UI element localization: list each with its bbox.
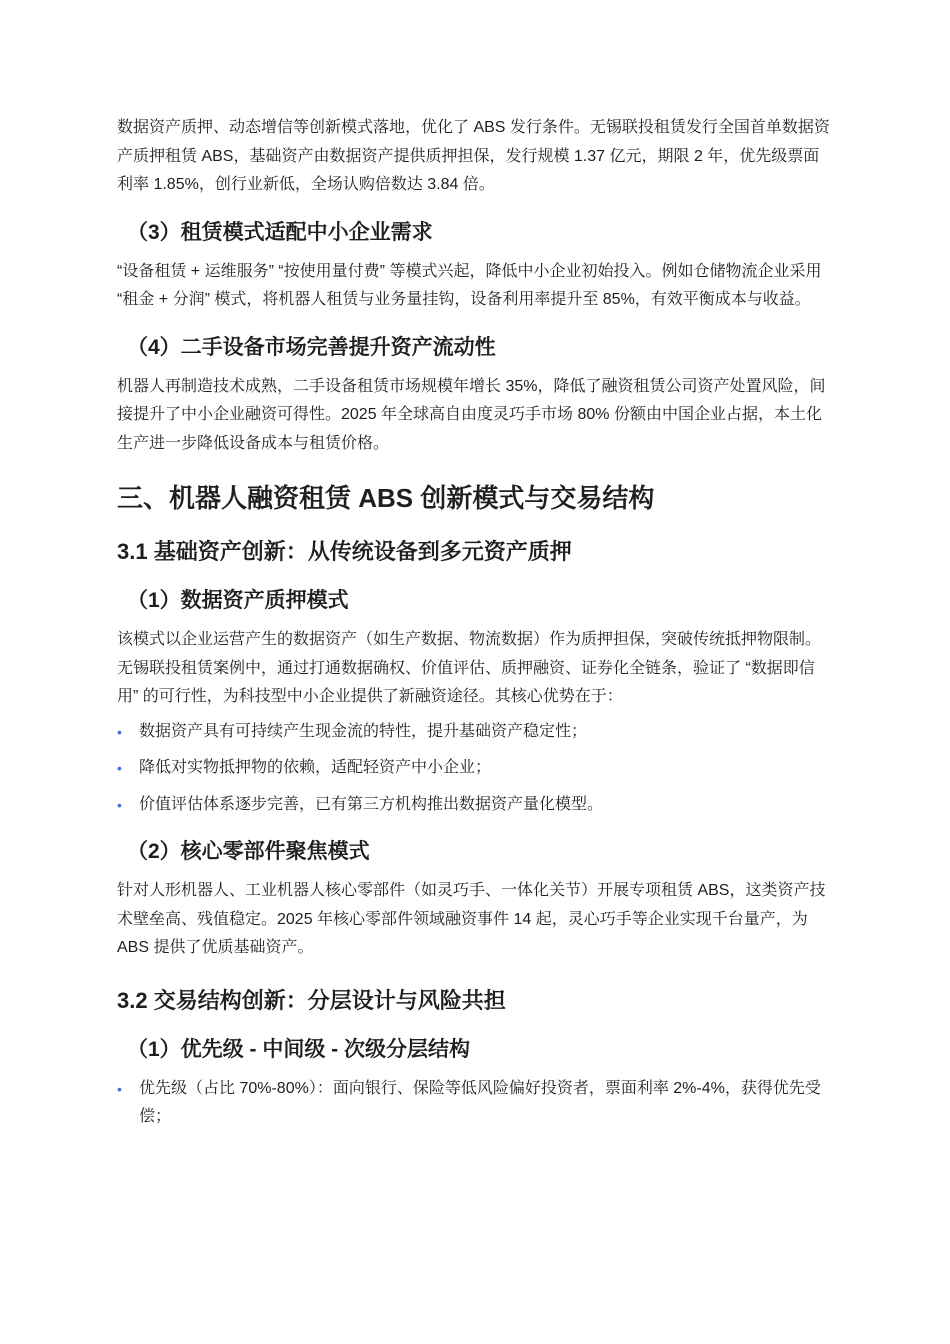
list-item — [117, 718, 833, 747]
section-4-paragraph: 机器人再制造技术成熟，二手设备租赁市场规模年增长 35%，降低了融资租赁公司资产处置风险，间接提升了中小企业融资可得性。2025 年全球高自由度灵巧手市场 80% 份额由中国企业占据，本土化生产进一步降低设备成本与租赁价格。 — [117, 377, 826, 452]
subsection-3-heading: （1）优先级 - 中间级 - 次级分层结构 — [127, 1037, 471, 1061]
subsection-1-heading: （1）数据资产质押模式 — [127, 589, 349, 612]
subsection-2-heading: （2）核心零部件聚焦模式 — [127, 840, 370, 863]
bullet-icon: • — [117, 723, 122, 740]
intro-paragraph: 数据资产质押、动态增信等创新模式落地，优化了 ABS 发行条件。无锡联投租赁发行全国首单数据资产质押租赁 ABS，基础资产由数据资产提供质押担保，发行规模 1.37 亿元，期限 2 年，优先级票面利率 1.85%，创行业新低，全场认购倍数达 3.84 倍。 — [117, 119, 830, 193]
list-item-text: 降低对实物抵押物的依赖，适配轻资产中小企业； — [139, 759, 492, 776]
list-item-text: 数据资产具有可持续产生现金流的特性，提升基础资产稳定性； — [139, 722, 588, 740]
bullet-icon: • — [117, 1080, 122, 1097]
subsection-1-bullet-list — [117, 718, 833, 820]
section-3-heading: （3）租赁模式适配中小企业需求 — [127, 220, 433, 244]
subsection-2-paragraph: 针对人形机器人、工业机器人核心零部件（如灵巧手、一体化关节）开展专项租赁 ABS，这类资产技术壁垒高、残值稳定。2025 年核心零部件领域融资事件 14 起，灵心巧手等企业实现千台量产，为 ABS 提供了优质基础资产。 — [117, 882, 826, 956]
section-3-2-title: 3.2 交易结构创新：分层设计与风险共担 — [117, 987, 506, 1013]
section-3-1-title: 3.1 基础资产创新：从传统设备到多元资产质押 — [117, 539, 572, 564]
chapter-3-title: 三、机器人融资租赁 ABS 创新模式与交易结构 — [117, 483, 655, 513]
list-item-text: 优先级（占比 70%-80%）：面向银行、保险等低风险偏好投资者，票面利率 2%-4%，获得优先受偿； — [139, 1079, 821, 1125]
subsection-1-paragraph: 该模式以企业运营产生的数据资产（如生产数据、物流数据）作为质押担保，突破传统抵押物限制。无锡联投租赁案例中，通过打通数据确权、价值评估、质押融资、证券化全链条，验证了 “数据即信用” 的可行性，为科技型中小企业提供了新融资途径。其核心优势在于： — [117, 631, 822, 705]
list-item — [117, 1075, 833, 1132]
bullet-icon: • — [117, 760, 122, 776]
section-4-heading: （4）二手设备市场完善提升资产流动性 — [127, 335, 496, 359]
list-item-text: 价值评估体系逐步完善，已有第三方机构推出数据资产量化模型。 — [139, 795, 604, 813]
list-item — [117, 791, 833, 820]
list-item — [117, 754, 833, 783]
bullet-icon: • — [117, 796, 122, 813]
section-3-paragraph: “设备租赁 + 运维服务” “按使用量付费” 等模式兴起，降低中小企业初始投入。例如仓储物流企业采用 “租金 + 分润” 模式，将机器人租赁与业务量挂钩，设备利用率提升至 85%，有效平衡成本与收益。 — [117, 262, 822, 308]
subsection-3-bullet-list — [117, 1075, 833, 1132]
